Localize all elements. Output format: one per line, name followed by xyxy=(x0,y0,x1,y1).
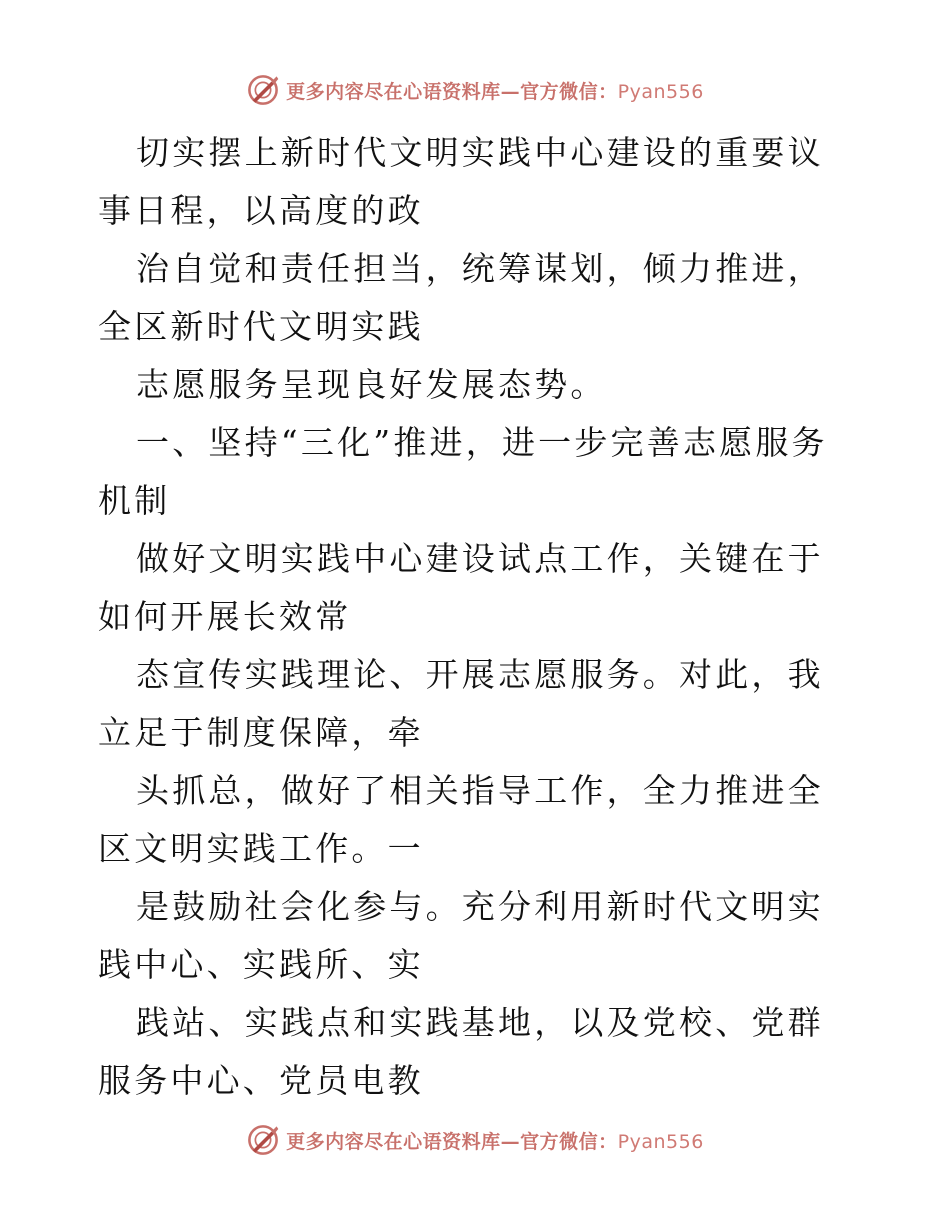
pen-logo-icon xyxy=(246,73,280,107)
paragraph: 切实摆上新时代文明实践中心建设的重要议事日程，以高度的政 xyxy=(98,133,824,230)
paragraph: 践站、实践点和实践基地，以及党校、党群服务中心、党员电教 xyxy=(98,1003,824,1100)
section-heading: 一、坚持“三化”推进，进一步完善志愿服务机制 xyxy=(98,423,828,520)
document-body xyxy=(98,124,854,1110)
watermark-wechat-id: Pyan556 xyxy=(617,80,704,103)
watermark-label: 更多内容尽在心语资料库—官方微信： xyxy=(286,80,618,103)
paragraph: 是鼓励社会化参与。充分利用新时代文明实践中心、实践所、实 xyxy=(98,887,824,984)
watermark-wechat-id: Pyan556 xyxy=(617,1130,704,1153)
watermark-label: 更多内容尽在心语资料库—官方微信： xyxy=(286,1130,618,1153)
watermark-text xyxy=(286,1127,704,1154)
paragraph: 做好文明实践中心建设试点工作，关键在于如何开展长效常 xyxy=(98,539,824,636)
paragraph: 态宣传实践理论、开展志愿服务。对此，我立足于制度保障，牵 xyxy=(98,655,824,752)
pen-logo-icon xyxy=(246,1123,280,1157)
paragraph: 志愿服务呈现良好发展态势。 xyxy=(136,365,607,404)
watermark-text xyxy=(286,77,704,104)
paragraph: 头抓总，做好了相关指导工作，全力推进全区文明实践工作。一 xyxy=(98,771,824,868)
header-watermark xyxy=(0,70,950,110)
paragraph: 治自觉和责任担当，统筹谋划，倾力推进，全区新时代文明实践 xyxy=(98,249,824,346)
footer-watermark xyxy=(0,1120,950,1160)
